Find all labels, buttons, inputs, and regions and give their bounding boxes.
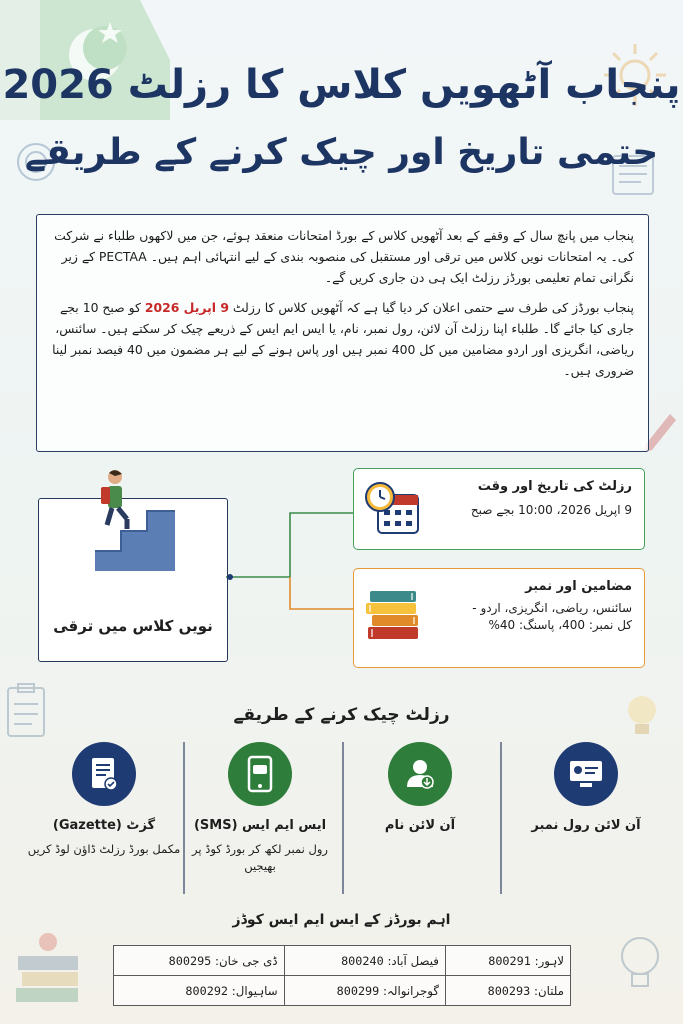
table-cell (445, 946, 570, 976)
books-stack-icon (362, 583, 422, 643)
subjects-list: سائنس، ریاضی، انگریزی، اردو - (472, 601, 632, 615)
intro-box (36, 214, 649, 452)
sms-phone-icon (228, 742, 292, 806)
divider (500, 742, 502, 894)
intro-text-after: کو صبح 10 بجے جاری کیا جائے گا۔ طلباء اپنا رزلٹ آن لائن، رول نمبر، نام، یا ایس ایم ایس کے ذریعے چیک کر سکتے ہیں۔ سائنس، ریاضی، انگریزی اور اردو مضامین میں کل 400 نمبر ہیں اور پاس ہونے کے لیے ہر مضمون میں 40 فیصد نمبر لینا ضروری ہیں۔ (52, 300, 634, 378)
table-cell (284, 946, 445, 976)
subjects-title: مضامین اور نمبر (525, 579, 632, 594)
clock-calendar-icon (362, 479, 422, 539)
result-date-title: رزلٹ کی تاریخ اور وقت (477, 479, 632, 494)
result-date-card (353, 468, 645, 550)
method-description: مکمل بورڈ رزلٹ ڈاؤن لوڈ کریں (27, 842, 181, 856)
method-gazette (24, 742, 184, 858)
gazette-document-icon (72, 742, 136, 806)
subjects-card (353, 568, 645, 668)
board-name: لاہور: (534, 953, 564, 968)
method-online-name (340, 742, 500, 833)
board-code: 800295 (168, 953, 212, 968)
table-cell (114, 946, 285, 976)
board-code: 800291 (488, 953, 531, 968)
promotion-label: نویں کلاس میں ترقی (53, 617, 213, 635)
method-label: آن لائن نام (384, 818, 456, 833)
online-roll-number-icon (554, 742, 618, 806)
method-sms (180, 742, 340, 875)
intro-paragraph-1: پنجاب میں پانچ سال کے وقفے کے بعد آٹھویں کلاس کے بورڈ امتحانات منعقد ہوئے، جن میں لاکھوں طلباء نے شرکت کی۔ یہ امتحانات نویں کلاس میں ترقی اور مستقبل کی منصوبہ بندی کے لیے انتہائی اہم ہیں۔ PECTAA کے زیر نگرانی تمام تعلیمی بورڈز رزلٹ ایک ہی دن جاری کریں گے۔ (54, 228, 634, 285)
intro-text-before: پنجاب بورڈز کی طرف سے حتمی اعلان کر دیا گیا ہے کہ آٹھویں کلاس کا رزلٹ (228, 300, 634, 315)
methods-title: رزلٹ چیک کرنے کے طریقے (233, 705, 450, 725)
method-online-roll-number (506, 742, 666, 833)
board-code: 800240 (341, 953, 384, 968)
table-cell (445, 976, 570, 1006)
subjects-marks: کل نمبر: 400، پاسنگ: 40% (488, 618, 632, 632)
intro-paragraph-2 (51, 297, 634, 381)
board-name: ڈی جی خان: (215, 953, 278, 968)
sms-codes-table (113, 945, 571, 1006)
table-row (114, 976, 571, 1006)
board-name: ساہیوال: (231, 983, 278, 998)
page-subtitle: حتمی تاریخ اور چیک کرنے کے طریقے (24, 132, 659, 173)
result-date-highlight: 9 اپریل 2026 (144, 300, 229, 315)
table-cell (284, 976, 445, 1006)
books-apple-icon (8, 930, 88, 1020)
method-label: ایس ایم ایس (SMS) (193, 818, 327, 833)
result-date-value: 9 اپریل 2026، 10:00 بجے صبح (470, 503, 632, 517)
board-name: گوجرانوالہ: (383, 983, 439, 998)
board-name: فیصل آباد: (387, 953, 439, 968)
board-code: 800299 (336, 983, 380, 998)
board-code: 800292 (185, 983, 229, 998)
board-code: 800293 (487, 983, 531, 998)
table-row (114, 946, 571, 976)
method-label: آن لائن رول نمبر (531, 818, 641, 833)
page-title: پنجاب آٹھویں کلاس کا رزلٹ 2026 (2, 62, 681, 108)
method-description: رول نمبر لکھ کر بورڈ کوڈ پر بھیجیں (192, 842, 328, 873)
lightbulb-icon-2 (612, 930, 668, 1000)
method-label: گزٹ (Gazette) (52, 818, 156, 833)
promotion-box (38, 498, 228, 662)
connector-lines (226, 505, 366, 645)
student-climbing-stairs-icon (85, 467, 185, 575)
board-name: ملتان: (533, 983, 564, 998)
sms-codes-title: اہم بورڈز کے ایس ایم ایس کوڈز (232, 912, 451, 928)
table-cell (114, 976, 285, 1006)
divider (342, 742, 344, 894)
user-download-icon (388, 742, 452, 806)
